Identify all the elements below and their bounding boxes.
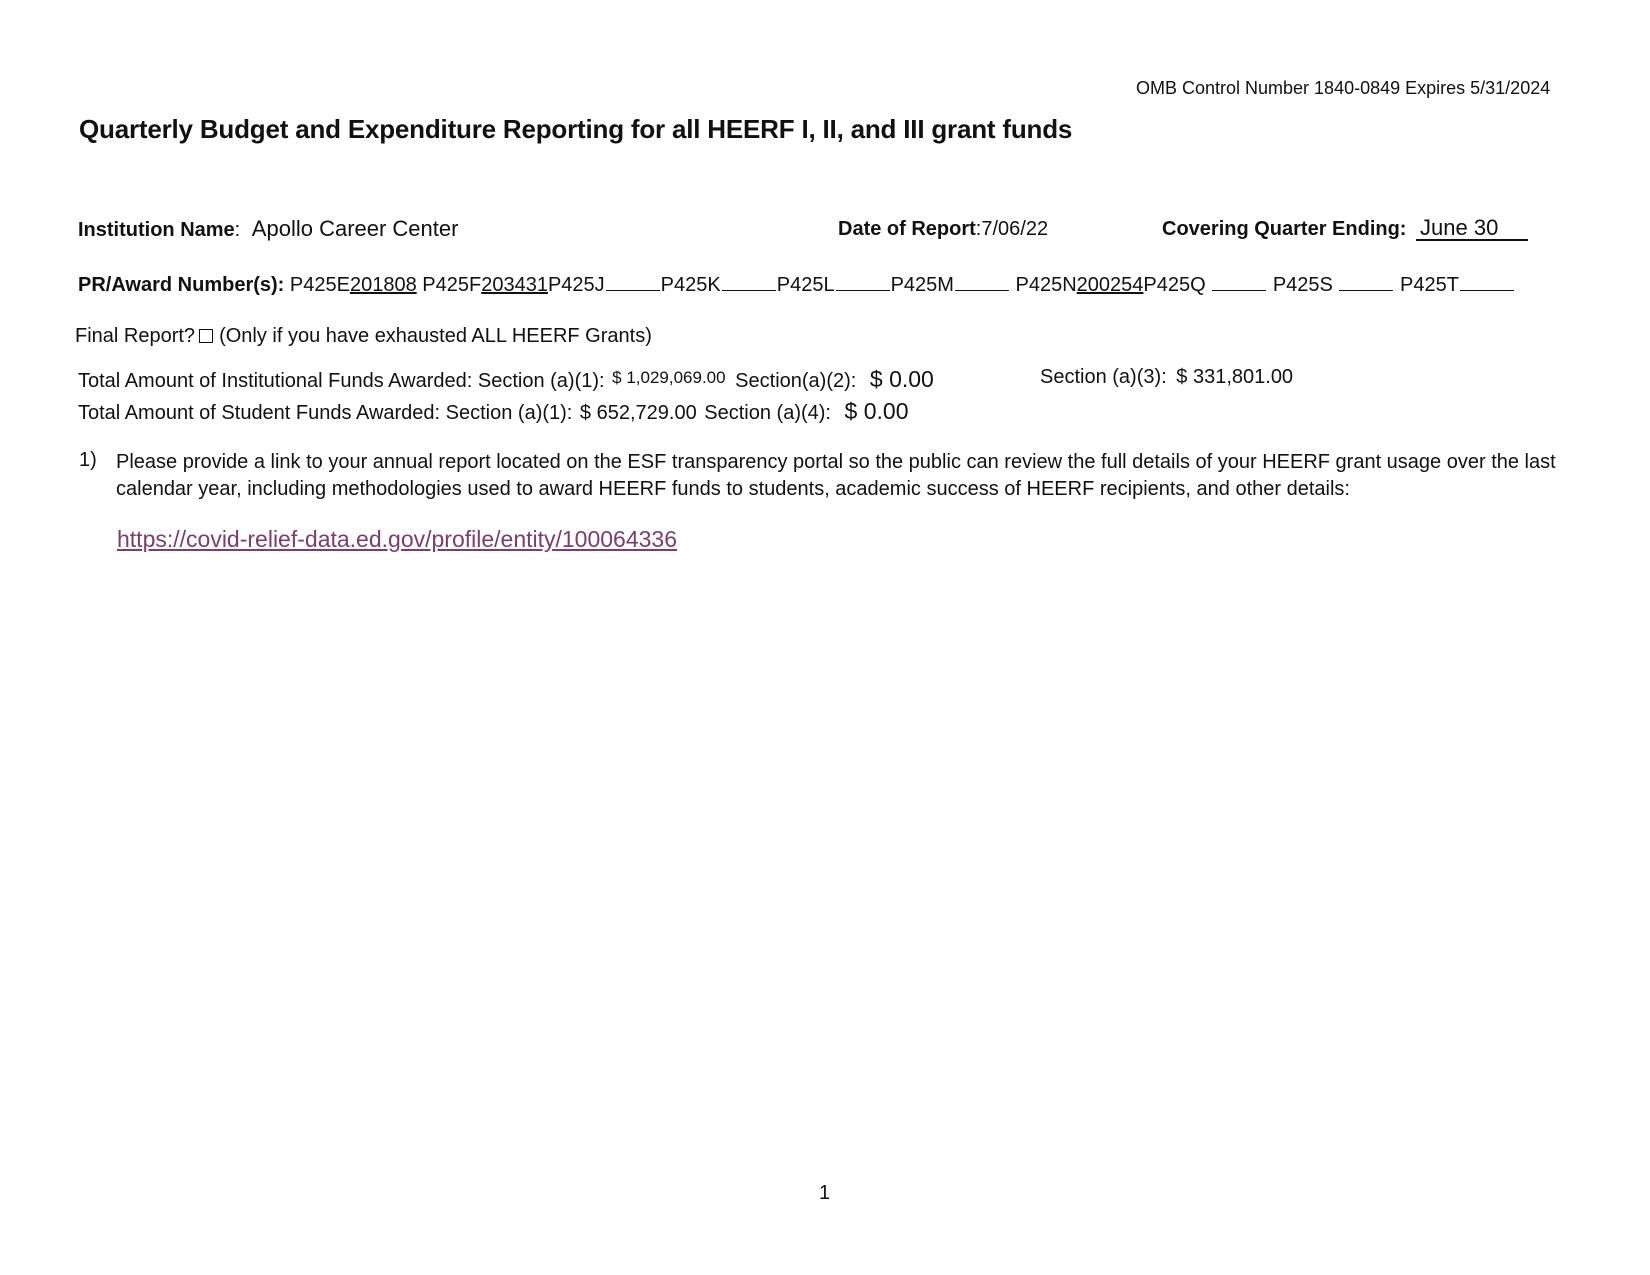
award-numbers-row [78,272,1515,297]
award-p425q: P425Q [1143,274,1267,296]
student-funds-label: Total Amount of Student Funds Awarded: Section (a)(1): [78,402,573,424]
award-p425e: P425E201808 [289,274,417,296]
award-p425l: P425L [777,274,891,296]
final-report-checkbox[interactable] [199,329,213,343]
award-numbers-label: PR/Award Number(s): [78,274,285,296]
award-p425f-field[interactable]: 203431 [481,274,548,296]
award-p425m-field[interactable] [955,272,1009,291]
institutional-a1-field[interactable]: $ 1,029,069.00 [612,368,726,387]
award-p425n: P425N200254 [1015,274,1144,296]
omb-control-number: OMB Control Number 1840-0849 Expires 5/31/2024 [1136,78,1551,98]
award-p425t-field[interactable] [1460,272,1514,291]
institution-label: Institution Name [78,219,235,241]
award-p425j: P425J [548,274,661,296]
institutional-a3-row [1040,366,1293,389]
covering-quarter-label: Covering Quarter Ending: [1162,218,1407,240]
page-title: Quarterly Budget and Expenditure Reporting for all HEERF I, II, and III grant funds [79,114,1073,144]
institutional-funds-label: Total Amount of Institutional Funds Awarded: Section (a)(1): [78,370,605,392]
award-p425q-field[interactable] [1212,272,1266,291]
award-p425k-field[interactable] [722,272,776,291]
student-a4-field[interactable]: $ 0.00 [844,398,909,424]
institution-name-field[interactable]: Apollo Career Center [251,216,459,241]
page-number: 1 [819,1182,831,1204]
annual-report-link[interactable]: https://covid-relief-data.ed.gov/profile/entity/100064336 [117,526,678,552]
final-report-note: (Only if you have exhausted ALL HEERF Grants) [219,325,652,347]
award-p425f: P425F203431 [422,274,548,296]
award-p425s-field[interactable] [1339,272,1393,291]
award-p425s: P425S [1273,274,1395,296]
institutional-a3-label: Section (a)(3): [1040,366,1167,388]
student-a4-label: Section (a)(4): [704,402,831,424]
award-p425t: P425T [1400,274,1515,296]
award-p425e-field[interactable]: 201808 [349,274,417,296]
institution-row: Institution Name: Apollo Career Center [78,216,459,241]
final-report-label: Final Report? [75,325,196,347]
institutional-a2-field[interactable]: $ 0.00 [869,366,934,392]
institutional-a2-label: Section(a)(2): [735,370,857,392]
award-p425j-field[interactable] [606,272,660,291]
question-1-text: Please provide a link to your annual report located on the ESF transparency portal so the public can review the full details of your HEERF grant usage over the last calendar year, including methodologies used to award HEERF funds to students, academic success of HEERF recipients, and other details: [116,451,1556,500]
final-report-row [75,325,652,348]
award-p425m: P425M [891,274,1010,296]
institutional-funds-row [78,366,934,393]
report-date-row: Date of Report:7/06/22 [838,218,1049,240]
covering-quarter-field[interactable]: June 30 [1416,217,1528,241]
student-funds-row [78,398,909,425]
question-1-number: 1) [79,449,97,471]
award-p425n-field[interactable]: 200254 [1076,274,1144,296]
report-date-label: Date of Report [838,218,976,240]
report-date-field[interactable]: 7/06/22 [981,218,1049,240]
award-p425l-field[interactable] [836,272,890,291]
institutional-a3-field[interactable]: $ 331,801.00 [1176,366,1294,388]
student-a1-field[interactable]: $ 652,729.00 [579,402,697,424]
covering-quarter-row [1162,206,1528,241]
award-p425k: P425K [661,274,777,296]
